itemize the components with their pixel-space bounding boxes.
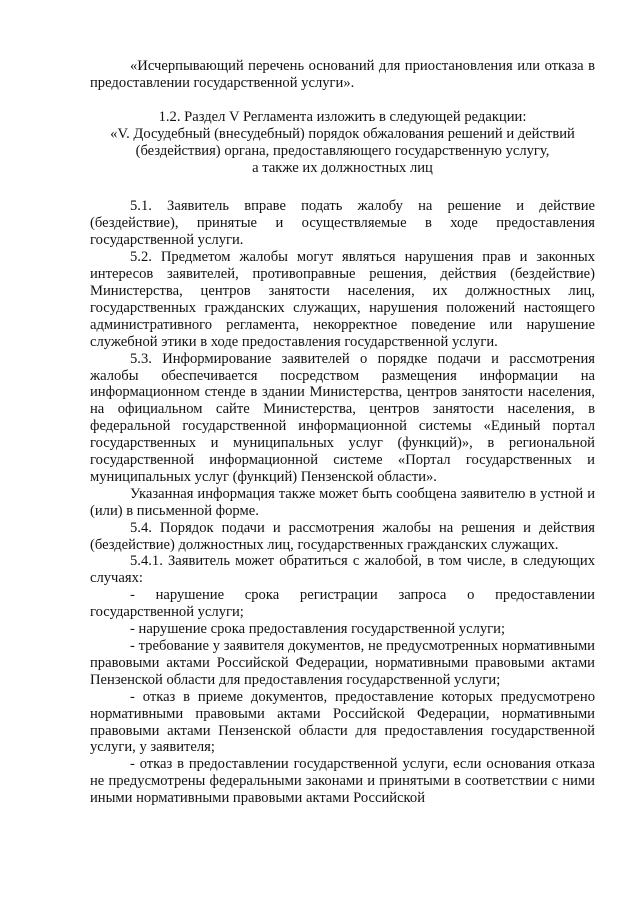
- section-title-line-3: а также их должностных лиц: [252, 159, 433, 176]
- paragraph-5-4-1: 5.4.1. Заявитель может обратиться с жалобой, в том числе, в следующих случаях:: [90, 553, 595, 587]
- list-item: - нарушение срока регистрации запроса о предоставлении государственной услуги;: [90, 587, 595, 621]
- paragraph-5-3-note: Указанная информация также может быть сообщена заявителю в устной и (или) в письменной форме.: [90, 485, 595, 519]
- list-item: - нарушение срока предоставления государственной услуги;: [130, 621, 506, 638]
- paragraph-5-3: 5.3. Информирование заявителей о порядке подачи и рассмотрения жалобы обеспечивается посредством размещения информации на информационном стенде в здании Министерства, центров занятости населения, на официальном сайте Министерства, центров занятости населения, в федеральной государственной информационной системы «Единый портал государственных и муниципальных услуг (функций)», в региональной государственной информационной системе «Портал государственных и муниципальных услуг (функций) Пензенской области».: [90, 350, 595, 485]
- section-title-line-2: (бездействия) органа, предоставляющего государственную услугу,: [135, 142, 550, 159]
- paragraph-5-1: 5.1. Заявитель вправе подать жалобу на решение и действие (бездействие), принятые и осуществляемые в ходе предоставления государственной услуги.: [90, 198, 595, 249]
- list-item: - отказ в приеме документов, предоставление которых предусмотрено нормативными правовыми актами Российской Федерации, нормативными правовыми актами Пензенской области для предоставления государственной услуги, у заявителя;: [90, 688, 595, 756]
- item-1-2: 1.2. Раздел V Регламента изложить в следующей редакции:: [158, 108, 527, 125]
- intro-paragraph: «Исчерпывающий перечень оснований для приостановления или отказа в предоставлении государственной услуги».: [90, 58, 595, 91]
- document-page: [90, 58, 595, 807]
- section-title-line-1: «V. Досудебный (внесудебный) порядок обжалования решений и действий: [110, 125, 575, 142]
- list-item: - отказ в предоставлении государственной услуги, если основания отказа не предусмотрены федеральными законами и принятыми в соответствии с ними иными нормативными правовыми актами Российской: [90, 756, 595, 807]
- paragraph-5-2: 5.2. Предметом жалобы могут являться нарушения прав и законных интересов заявителей, противоправные решения, действия (бездействие) Министерства, центров занятости населения, их должностных лиц, государственных гражданских служащих, нарушения положений настоящего административного регламента, некорректное поведение или нарушение служебной этики в ходе предоставления государственной услуги.: [90, 249, 595, 350]
- paragraph-5-4: 5.4. Порядок подачи и рассмотрения жалобы на решения и действия (бездействие) должностных лиц, государственных гражданских служащих.: [90, 519, 595, 553]
- list-item: - требование у заявителя документов, не предусмотренных нормативными правовыми актами Российской Федерации, нормативными правовыми актами Пензенской области для предоставления государственной услуги;: [90, 638, 595, 688]
